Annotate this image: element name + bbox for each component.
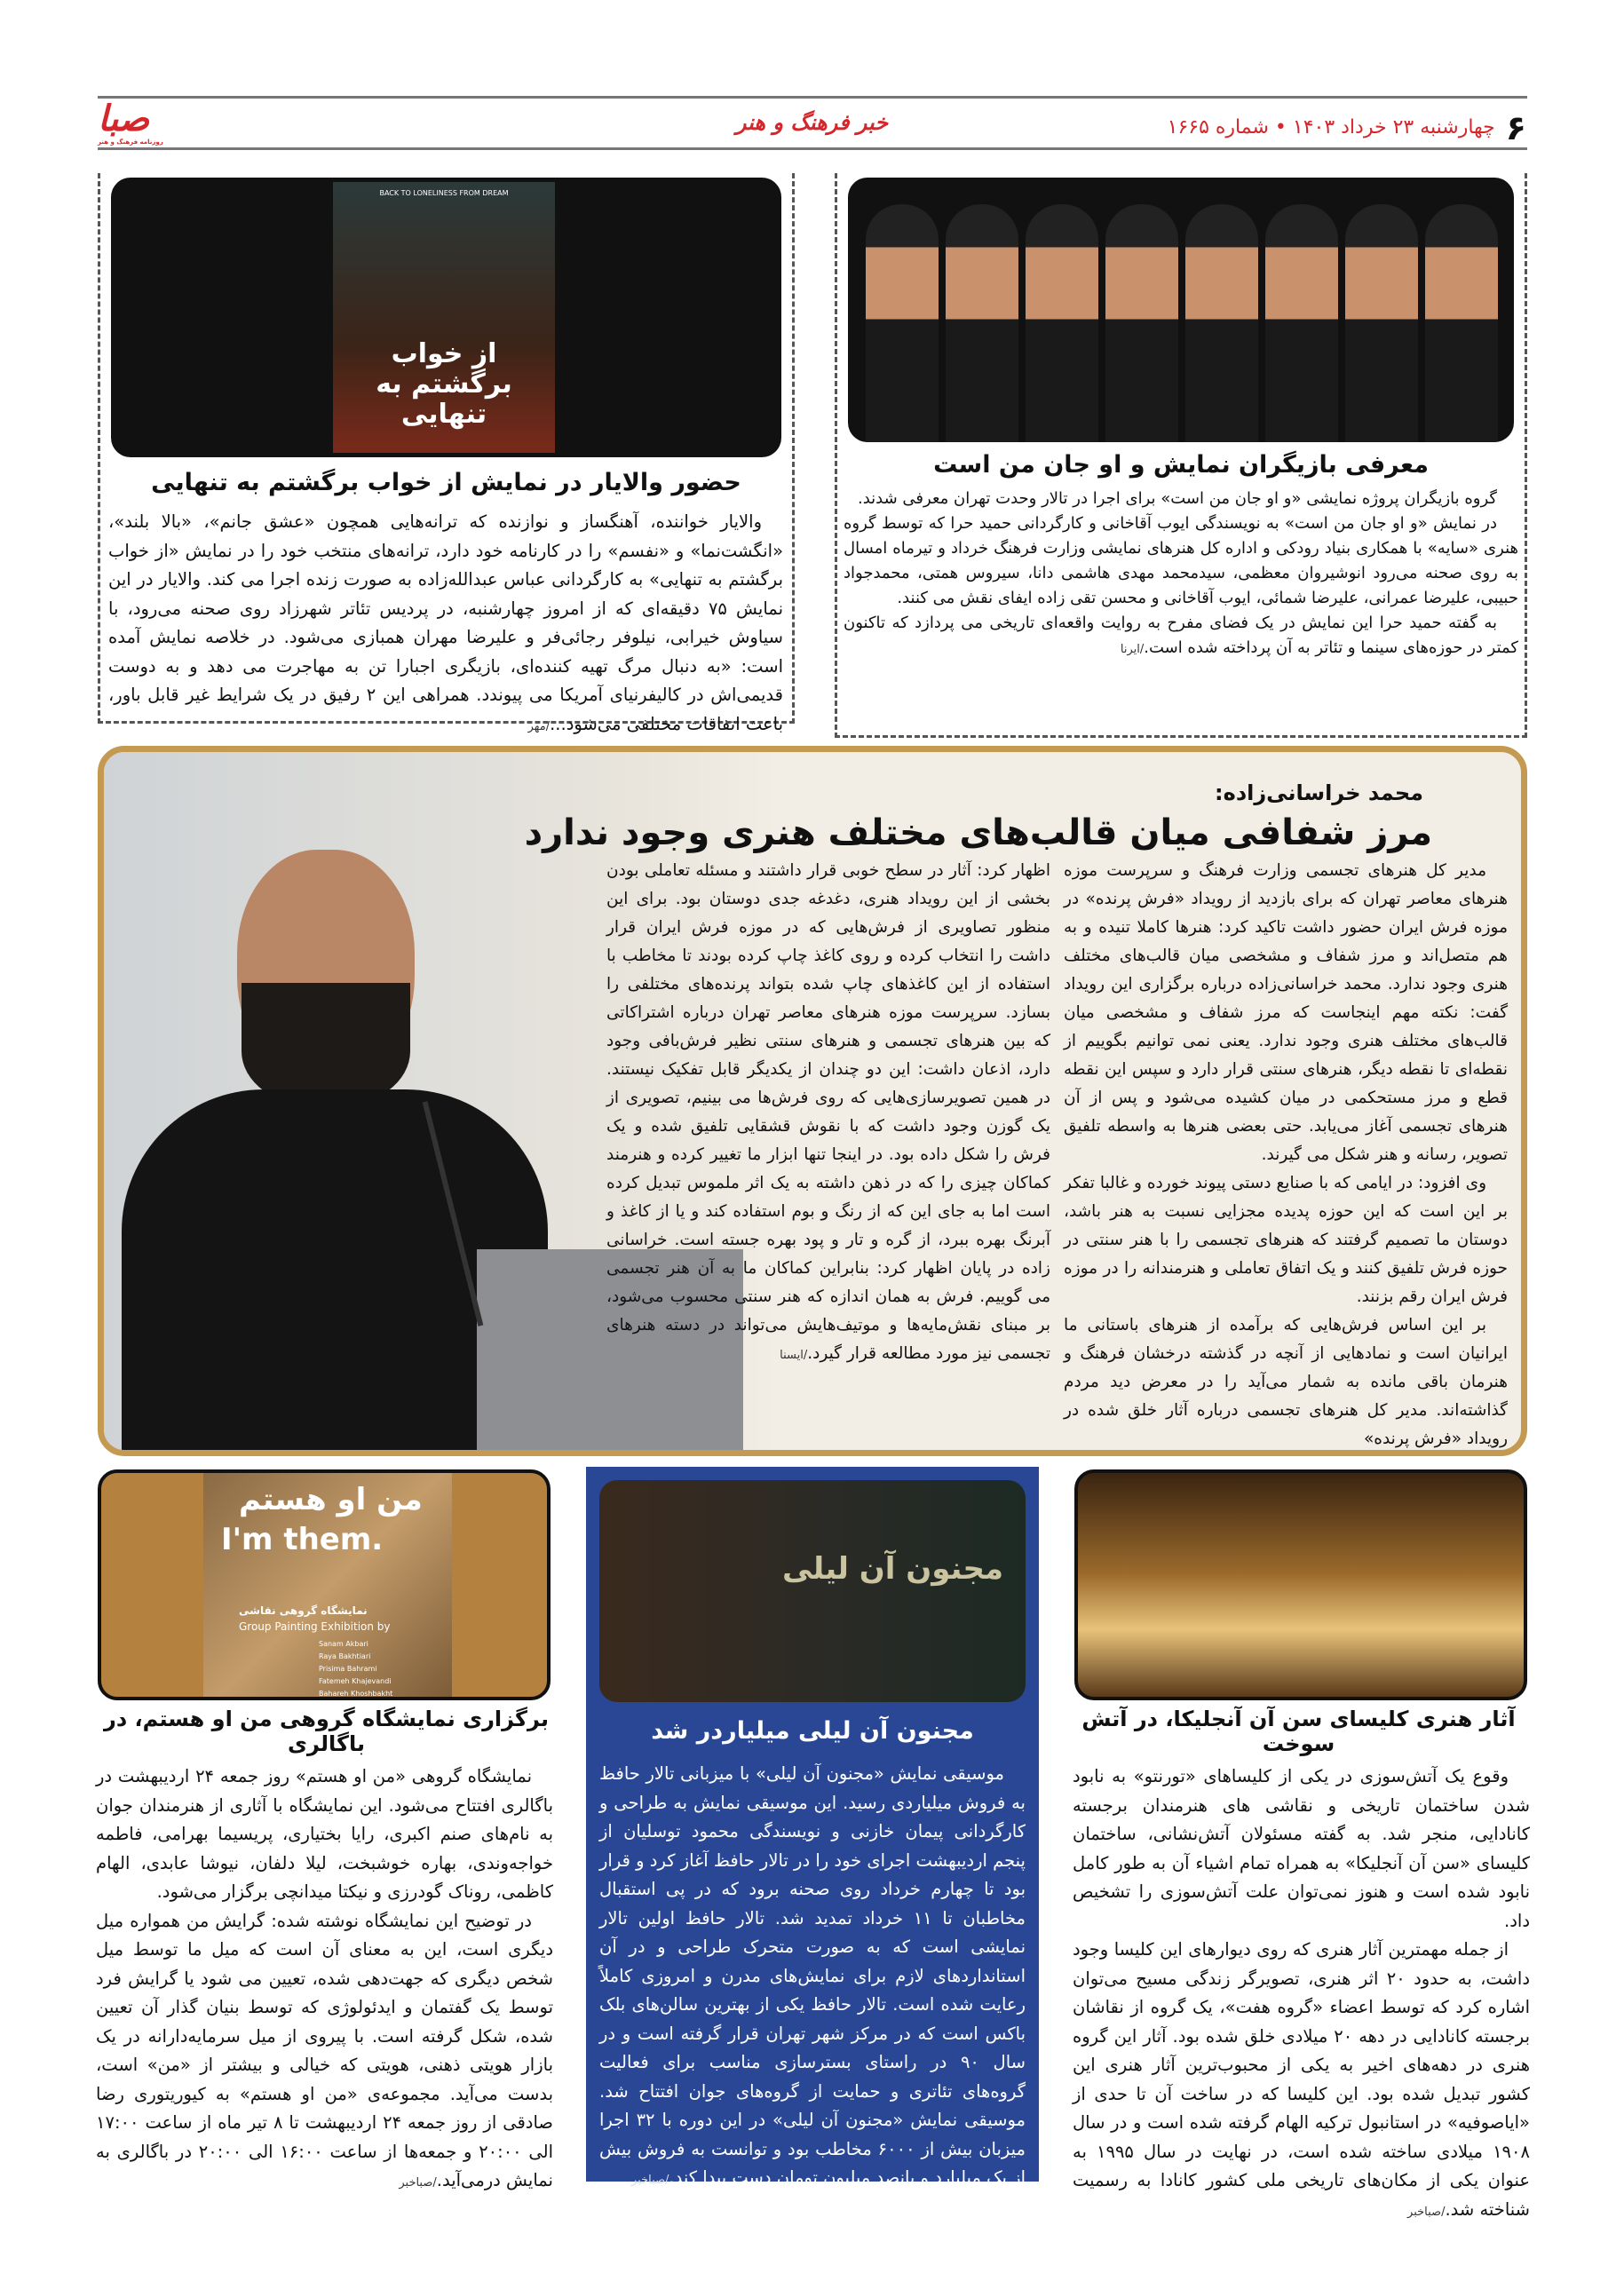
majnoon-poster: مجنون آن لیلی [599, 1480, 1026, 1702]
feature-column-2: اظهار کرد: آثار در سطح خوبی قرار داشتند و مسئله تعاملی بودن بخشی از این رویداد هنری، دغدغه جدی دوستان بود. برای این منظور تصاویری از فرش‌هایی که در موزه فرش ایران قرار داشت را انتخاب کرده و روی کاغذ چاپ کرده بودند تا مخاطب با استفاده از این کاغذهای چاپ شده بتواند پرنده‌های مختلفی را بسازد. سرپرست موزه هنرهای معاصر تهران درباره اشتراکاتی که بین هنرهای تجسمی و هنرهای سنتی نظیر فرش‌بافی وجود دارد، اذعان داشت: این دو چندان از یکدیگر قابل تفکیک نیستند. در همین تصویرسازی‌هایی که روی فرش‌ها می بینیم، تصویری از یک گوزن وجود داشت که با نقوش قشقایی تلفیق شده و یک فرش را شکل داده بود. در اینجا تنها ابزار ما تغییر کرده و هنرمند کماکان چیزی را که در ذهن داشته به یک اثر ملموس تبدیل کرده است اما به جای این که از رنگ و بوم استفاده کند و یا از کاغذ و آبرنگ بهره ببرد، از گره و تار و پود بهره جسته است. خراسانی زاده در پایان اظهار کرد: بنابراین کماکان ما به آن هنر تجسمی می گوییم. فرش به همان اندازه که هنر سنتی محسوب می‌شود، بر مبنای نقش‌مایه‌ها و موتیف‌هایش می‌تواند در دسته هنرهای تجسمی نیز مورد مطالعه قرار گیرد./ایسنا [606, 861, 1050, 1363]
article-box-majnoon [586, 1467, 1039, 2188]
play-poster-photo: BACK TO LONELINESS FROM DREAM از خواب برگشتم به تنهایی [111, 178, 781, 457]
article-title: مجنون آن لیلی میلیارد‌ر شد [651, 1717, 974, 1745]
actors-photo [848, 178, 1514, 442]
date-issue: ۶چهارشنبه ۲۳ خرداد ۱۴۰۳ • شماره ۱۶۶۵ [1167, 108, 1526, 147]
article-title: حضور والایار در نمایش از خواب برگشتم به تنهایی [151, 469, 741, 496]
feature-column-1: مدیر کل هنرهای تجسمی وزارت فرهنگ و سرپرست موزه هنرهای معاصر تهران که برای بازدید از رویداد «فرش پرنده» در موزه فرش ایران حضور داشت تاکید کرد: هنرها کاملا تنیده و به هم متصل‌اند و مرز شفاف و مشخصی میان قالب‌های مختلف هنری وجود ندارد. محمد خراسانی‌زاده درباره برگزاری این رویداد گفت: نکته مهم اینجاست که مرز شفاف و مشخصی میان قالب‌های مختلف هنری وجود ندارد. یعنی نمی توانیم بگوییم از نقطه‌ای تا نقطه دیگر، هنرهای سنتی قرار دارد و سپس این نقطه قطع و مرز مستحکمی در میان کشیده می‌شود و پس از آن هنرهای تجسمی آغاز می‌یابد. حتی بعضی هنرها به واسطه تلفیق تصویر، رسانه و هنر شکل می گیرند. وی افزود: در ایامی که با صنایع دستی پیوند خورده و غالبا تفکر بر این است که این حوزه پدیده مجزایی نسبت به هنر باشد، دوستان ما تصمیم گرفتند که هنرهای تجسمی را با هنر سنتی در حوزه فرش تلفیق کنند و یک اتفاق تعاملی و هنرمندانه را در موزه فرش ایران رقم بزنند. بر این اساس فرش‌هایی که برآمده از هنرهای باستانی ما ایرانیان است و نمادهایی از آنچه در گذشته درخشان فرهنگ و هنرمان باقی مانده به شمار می‌آید را در معرض دید مردم گذاشته‌اند. مدیر کل هنرهای تجسمی درباره آثار خلق شده در رویداد «فرش پرنده» [1064, 861, 1508, 1448]
article-title: برگزاری نمایشگاه گروهی من او هستم، در باگالری [104, 1707, 549, 1756]
header-bottom-rule [98, 147, 1527, 150]
feature-kicker: محمد خراسانی‌زاده: [1215, 780, 1423, 805]
article-body: گروه بازیگران پروژه نمایشی «و او جان من است» برای اجرا در تالار وحدت تهران معرفی شدند. در نمایش «و او جان من است» به نویسندگی ایوب آقاخانی و کارگردانی حمید حرا که توسط گروه هنری «سایه» با همکاری بنیاد رودکی و اداره کل هنرهای نمایشی وزارت فرهنگ خرداد و تیرماه امسال به روی صحنه می‌رود انوشیروان معظمی، سیدمحمد مهدی هاشمی دانا، سیروس همتی، محمدجواد حبیبی، علیرضا عمرانی، علیرضا شمائی، ایوب آقاخانی و محسن تقی زاده ایفای نقش می کنند. به گفته حمید حرا این نمایش در یک فضای مفرح به روایت واقعه‌ای تاریخی می پردازد که تاکنون کمتر در حوزه‌های سینما و تئاتر به آن پرداخته شده است./ایرنا [844, 489, 1518, 657]
feature-headline: مرز شفافی میان قالب‌های مختلف هنری وجود ندارد [524, 812, 1432, 853]
page-number: ۶ [1505, 108, 1526, 147]
article-body: موسیقی نمایش «مجنون آن لیلی» با میزبانی تالار حافظ به فروش میلیاردی رسید. این موسیقی نمایش به طراحی و کارگردانی پیمان خازنی و نویسندگی محمود توسلیان از پنجم اردیبهشت اجرای خود را در تالار حافظ آغاز کرد و قرار بود تا چهارم خرداد روی صحنه برود که در پی استقبال مخاطبان تا ۱۱ خرداد تمدید شد. تالار حافظ اولین تالار نمایشی است که به صورت متحرک طراحی و در آن استانداردهای لازم برای نمایش‌های مدرن و امروزی کاملاً رعایت شده است. تالار حافظ یکی از بهترین سالن‌های بلک باکس است که در مرکز شهر تهران قرار گرفته است و در سال ۹۰ در راستای بسترسازی مناسب برای فعالیت گروه‌های تئاتری و حمایت از گروه‌های جوان افتتاح شد. موسیقی نمایش «مجنون آن لیلی» در این دوره با ۳۲ اجرا میزبان بیش از ۶۰۰۰ مخاطب بود و توانست به فروش بیش از یک میلیارد و پانصد میلیون تومان دست پیدا کند./صباخبر [599, 1763, 1026, 2188]
article-body: والایار خواننده، آهنگساز و نوازنده که ترانه‌هایی همچون «عشق جانم»، «بالا بلند»، «انگشت‌نما» و «نفسم» را در کارنامه خود دارد، ترانه‌های منتخب خود را در نمایش «از خواب برگشتم به تنهایی» به کارگردانی عباس عبدالله‌زاده به صورت زنده اجرا می کند. والایار در این نمایش ۷۵ دقیقه‌ای که از امروز چهارشنبه، در پردیس تئاتر شهرزاد روی صحنه می‌رود، با سیاوش خیرابی، نیلوفر رجائی‌فر و علیرضا مهران همبازی می‌شود. در خلاصه نمایش آمده است: «به دنبال مرگ تهیه کننده‌ای، بازیگری اجبارا تن به مهاجرت می دهد و به دوست قدیمی‌اش در کالیفرنیای آمریکا می پیوندد. همراهی این ۲ رفیق در یک شرایط غیر قابل باور، باعث اتفاقات مختلفی می‌شود.../مهر [108, 511, 783, 734]
article-title: معرفی بازیگران نمایش و او جان من است [933, 451, 1429, 479]
section-title: خبر فرهنگ و هنر [735, 110, 889, 135]
exhibition-poster: من او هستم I'm them. نمایشگاه گروهی نقاشی Group Painting Exhibition by Sanam Akbari Raya Bakhtiari Prisima Bahrami Fatemeh Khajevandi Bahareh Khoshbakht [98, 1469, 551, 1700]
article-body: نمایشگاه گروهی «من او هستم» روز جمعه ۲۴ اردیبهشت در باگالری افتتاح می‌شود. این نمایشگاه با آثاری از هنرمندان جوان به نام‌های صنم اکبری، رایا بختیاری، پریسیما بهرامی، فاطمه خواجه‌وندی، بهاره خوشبخت، لیلا دلفان، نیوشا عابدی، الهام کاظمی، روناک گودرزی و نیکتا میدانچی برگزار می‌شود. در توضیح این نمایشگاه نوشته شده: گرایش من همواره میل دیگری است، این به معنای آن است که میل ما توسط میل شخص دیگری که جهت‌دهی شده، تعیین می شود یا گرایش فرد توسط یک گفتمان و ایدئولوژی که توسط بنیان گذار آن تعیین شده، شکل گرفته است. با پیروی از میل سرمایه‌دارانه در یک بازار هویتی ذهنی، هویتی که خیالی و بیشتر از «من» است، بدست می‌آید. مجموعه‌ی «من او هستم» به کیوریتوری رضا صادقی از روز جمعه ۲۴ اردیبهشت تا ۸ تیر ماه از ساعت ۱۷:۰۰ الی ۲۰:۰۰ و جمعه‌ها از ساعت ۱۶:۰۰ الی ۲۰:۰۰ در باگالری به نمایش درمی‌آید./صباخبر [96, 1766, 554, 2190]
article-body: وقوع یک آتش‌سوزی در یکی از کلیساهای «تورنتو» به نابود شدن ساختمان تاریخی و نقاشی های هنرمندان برجسته کانادایی، منجر شد. به گفته مسئولان آتش‌نشانی، ساختمان کلیسای «سن آن آنجلیکا» به همراه تمام اشیاء آن به طور کامل نابود شده است و هنوز نمی‌توان علت آتش‌سوزی را تشخیص داد. از جمله مهمترین آثار هنری که روی دیوارهای این کلیسا وجود داشت، به حدود ۲۰ اثر هنری، تصویرگر زندگی مسیح می‌توان اشاره کرد که توسط اعضاء «گروه هفت»، یک گروه از نقاشان برجسته کانادایی در دهه ۲۰ میلادی خلق شده بود. آثار این گروه هنری در دهه‌های اخیر به یکی از محبوب‌ترین آثار هنری این کشور تبدیل شده بود. این کلیسا که در ساخت آن تا حدی از «ایاصوفیه» در استانبول ترکیه الهام گرفته شده است و در سال ۱۹۰۸ میلادی ساخته شده است، در نهایت در سال ۱۹۹۵ به عنوان یکی از مکان‌های تاریخی ملی کشور کانادا به رسمیت شناخته شد./صباخبر [1073, 1766, 1530, 2220]
newspaper-logo: صبا روزنامه فرهنگ و هنر [98, 99, 163, 146]
feature-article [98, 746, 1527, 1456]
header-top-rule [98, 96, 1527, 99]
article-title: آثار هنری کلیسای سن آن آنجلیکا، در آتش سوخت [1081, 1707, 1516, 1756]
church-photo [1074, 1469, 1527, 1700]
